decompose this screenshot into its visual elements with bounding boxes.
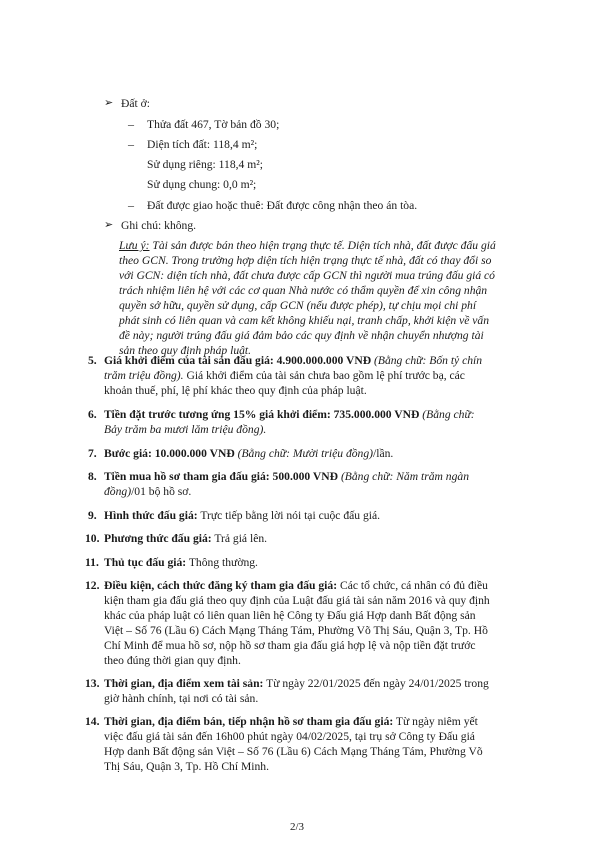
land-note: Ghi chú: không. <box>121 219 197 232</box>
item-8-title: Tiền mua hồ sơ tham gia đấu giá: 500.000 VNĐ <box>104 470 339 483</box>
land-heading: Đất ở: <box>121 97 150 110</box>
item-10-line: Phương thức đấu giá: Trả giá lên. <box>104 532 268 545</box>
item-5-title: Giá khởi điểm của tài sản đấu giá: 4.900.000.000 VNĐ <box>104 354 372 367</box>
item-14-line: Hợp danh Bất động sản Việt – Số 76 (Lầu 6) Cách Mạng Tháng Tám, Phường Võ <box>104 745 483 758</box>
arrow-bullet-icon: ➢ <box>104 97 114 109</box>
item-5-line: khoản thuế, phí, lệ phí khác theo quy định của pháp luật. <box>104 384 367 397</box>
item-5-line: trăm triệu đồng). Giá khởi điểm của tài sản chưa bao gồm lệ phí trước bạ, các <box>104 369 465 382</box>
item-12-line: theo đúng thời gian quy định. <box>104 654 241 667</box>
item-number: 5. <box>88 354 97 367</box>
land-area: Diện tích đất: 118,4 m²; <box>147 138 258 151</box>
item-13-title: Thời gian, địa điểm xem tài sản: <box>104 677 264 690</box>
item-14-line: Thị Sáu, Quận 3, Tp. Hồ Chí Minh. <box>104 760 269 773</box>
item-8-line: Tiền mua hồ sơ tham gia đấu giá: 500.000 VNĐ (Bằng chữ: Năm trăm ngàn <box>104 470 469 483</box>
page-number: 2/3 <box>290 821 305 833</box>
item-12-line: Chí Minh để mua hồ sơ, nộp hồ sơ tham gia đấu giá hợp lệ và nộp tiền đặt trước <box>104 639 476 652</box>
remark-line: sản theo quy định pháp luật. <box>119 344 252 357</box>
land-shared-value: 0,0 m²; <box>223 178 257 191</box>
item-11-title: Thủ tục đấu giá: <box>104 556 187 569</box>
item-13-line: giờ hành chính, tại nơi có tài sản. <box>104 692 259 705</box>
land-private-value: 118,4 m²; <box>218 158 263 171</box>
arrow-bullet-icon: ➢ <box>104 219 114 231</box>
item-12-line: khác của pháp luật có liên quan liên hệ Công ty Đấu giá Hợp danh Bất động sản <box>104 609 476 622</box>
dash-bullet: – <box>128 117 134 131</box>
remark-label: Lưu ý: <box>119 239 150 252</box>
land-shared-use: Sử dụng chung: 0,0 m²; <box>147 178 257 191</box>
remark-line: phát sinh có liên quan và cam kết không khiếu nại, tranh chấp, khởi kiện về vấn <box>119 314 490 327</box>
remark-line: trách nhiệm liên hệ với các cơ quan Nhà nước có thẩm quyền để xin công nhận <box>119 284 488 297</box>
item-12-line: Điều kiện, cách thức đăng ký tham gia đấu giá: Các tổ chức, cá nhân có đủ điều <box>104 579 488 592</box>
dash-bullet: – <box>128 137 134 151</box>
item-number: 8. <box>88 470 97 483</box>
item-12-title: Điều kiện, cách thức đăng ký tham gia đấu giá: <box>104 579 338 592</box>
item-5-line: Giá khởi điểm của tài sản đấu giá: 4.900.000.000 VNĐ (Bằng chữ: Bốn tỷ chín <box>104 354 483 367</box>
item-13-line: Thời gian, địa điểm xem tài sản: Từ ngày 22/01/2025 đến ngày 24/01/2025 trong <box>104 677 489 690</box>
item-number: 10. <box>85 532 100 545</box>
item-6-line: Bảy trăm ba mươi lăm triệu đồng). <box>104 423 267 436</box>
item-14-line: Thời gian, địa điểm bán, tiếp nhận hồ sơ tham gia đấu giá: Từ ngày niêm yết <box>104 715 478 728</box>
item-12-line: Việt – Số 76 (Lầu 6) Cách Mạng Tháng Tám, Phường Võ Thị Sáu, Quận 3, Tp. Hồ <box>104 624 488 637</box>
item-6-line: Tiền đặt trước tương ứng 15% giá khởi điểm: 735.000.000 VNĐ (Bằng chữ: <box>104 408 475 421</box>
land-area-value: 118,4 m²; <box>213 138 258 151</box>
item-11-line: Thủ tục đấu giá: Thông thường. <box>104 556 258 569</box>
item-9-line: Hình thức đấu giá: Trực tiếp bằng lời nói tại cuộc đấu giá. <box>104 509 381 522</box>
item-number: 11. <box>85 556 99 569</box>
item-7-line: Bước giá: 10.000.000 VNĐ (Bằng chữ: Mười triệu đồng)/lần. <box>104 447 394 460</box>
item-14-title: Thời gian, địa điểm bán, tiếp nhận hồ sơ tham gia đấu giá: <box>104 715 394 728</box>
land-private-use: Sử dụng riêng: 118,4 m²; <box>147 158 263 171</box>
remark-line: Lưu ý: Tài sản được bán theo hiện trạng thực tế. Diện tích nhà, đất được đấu giá <box>119 239 496 252</box>
item-number: 7. <box>88 447 97 460</box>
item-12-line: kiện tham gia đấu giá theo quy định của Luật đấu giá tài sản năm 2016 và quy định <box>104 594 490 607</box>
item-number: 6. <box>88 408 97 421</box>
item-number: 14. <box>85 715 100 728</box>
item-9-title: Hình thức đấu giá: <box>104 509 198 522</box>
remark-line: quyền sở hữu, quyền sử dụng, cấp GCN (nếu được phép), tự chịu mọi chi phí <box>119 299 477 312</box>
dash-bullet: – <box>128 198 134 212</box>
item-14-line: việc đấu giá tài sản đến 16h00 phút ngày 04/02/2025, tại trụ sở Công ty Đấu giá <box>104 730 475 743</box>
land-parcel: Thửa đất 467, Tờ bản đồ 30; <box>147 118 280 131</box>
item-8-line: đồng)/01 bộ hồ sơ. <box>104 485 192 498</box>
item-6-title: Tiền đặt trước tương ứng 15% giá khởi điểm: 735.000.000 VNĐ <box>104 408 420 421</box>
item-7-title: Bước giá: 10.000.000 VNĐ <box>104 447 235 460</box>
item-number: 13. <box>85 677 100 690</box>
item-number: 9. <box>88 509 97 522</box>
item-10-title: Phương thức đấu giá: <box>104 532 212 545</box>
land-allocation: Đất được giao hoặc thuê: Đất được công nhận theo án tòa. <box>147 199 418 212</box>
remark-line: với GCN: diện tích nhà, đất chưa được cấp GCN thì người mua trúng đấu giá có <box>119 269 495 282</box>
remark-line: theo GCN. Trong trường hợp diện tích hiện trạng thực tế nhà, đất có thay đổi so <box>119 254 492 267</box>
item-number: 12. <box>85 579 100 592</box>
remark-line: đề này; người trúng đấu giá đảm bảo các quy định về nhận chuyển nhượng tài <box>119 329 484 342</box>
